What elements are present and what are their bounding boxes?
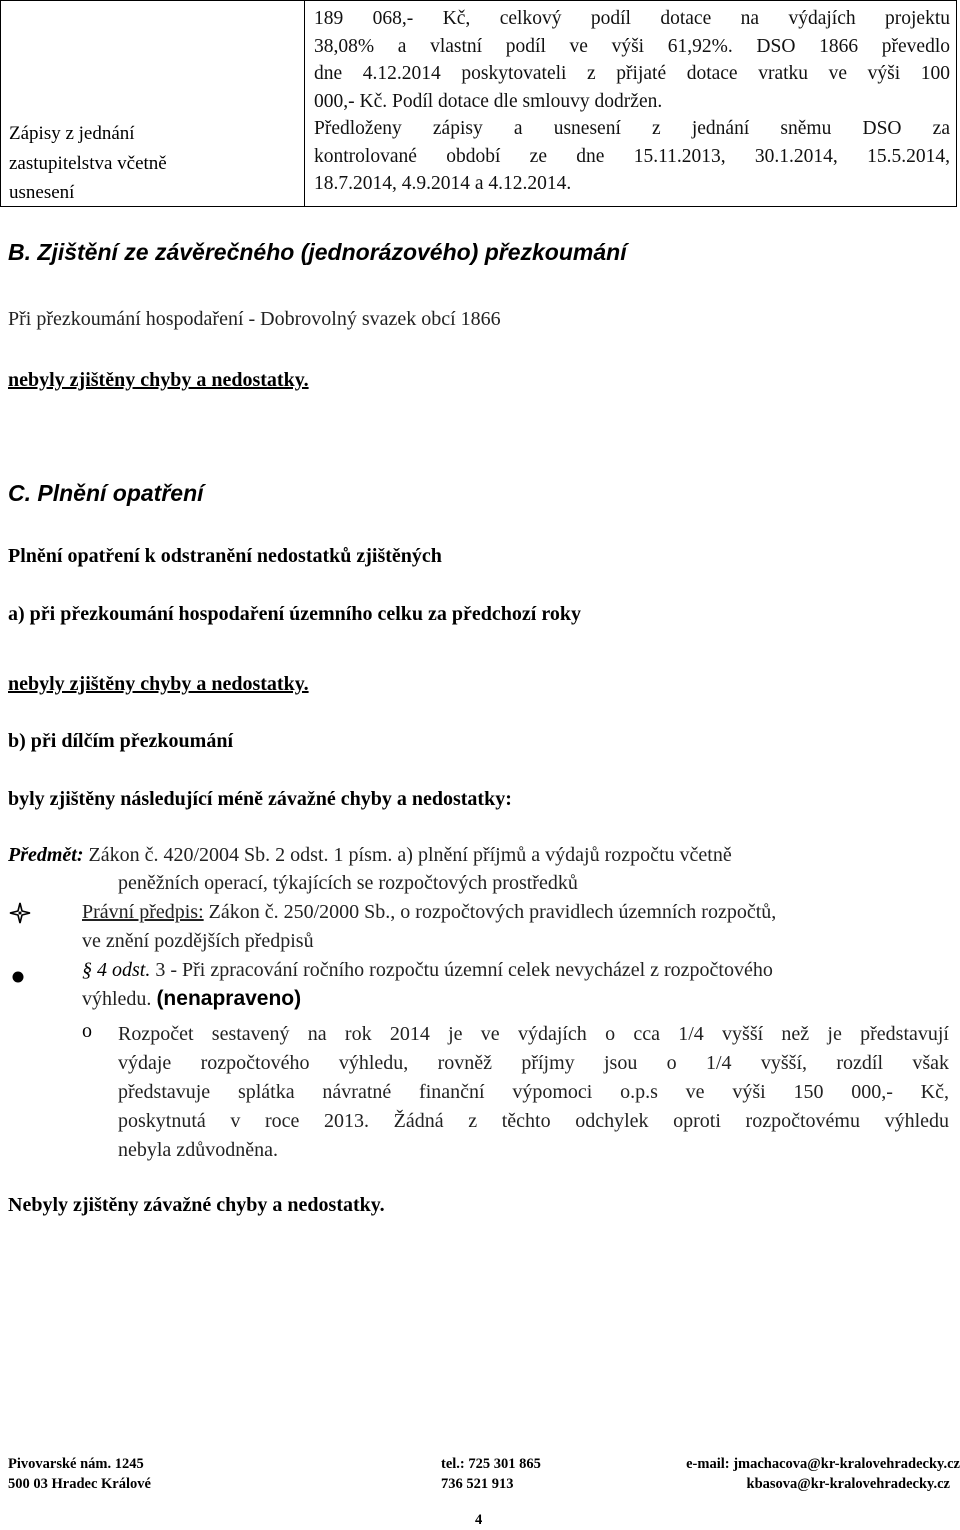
sub-paragraph-line: výdaje rozpočtového výhledu, rovněž příjmy jsou o 1/4 vyšší, rozdíl však xyxy=(118,1052,949,1074)
section-c-a-line: a) při přezkoumání hospodaření územního celku za předchozí roky xyxy=(8,603,581,625)
table-divider xyxy=(304,1,305,206)
footer-phone-1: tel.: 725 301 865 xyxy=(441,1456,541,1472)
predmet-continuation: peněžních operací, týkajících se rozpočtových prostředků xyxy=(118,872,578,894)
right-cell-line: dne 4.12.2014 poskytovateli z přijaté dotace vratku ve výši 100 xyxy=(314,63,950,84)
odst-label: 4 odst. xyxy=(92,959,151,981)
sub-paragraph-line: Rozpočet sestavený na rok 2014 je ve výdajích o cca 1/4 vyšší než je představují xyxy=(118,1023,949,1045)
footer-email-2: kbasova@kr-kralovehradecky.cz xyxy=(746,1476,950,1492)
nenapraveno-label: (nenapraveno) xyxy=(156,987,302,1010)
section-c-heading: C. Plnění opatření xyxy=(8,480,204,506)
right-cell-line: kontrolované období ze dne 15.11.2013, 30.1.2014, 15.5.2014, xyxy=(314,145,950,167)
sub-paragraph xyxy=(118,1020,949,1165)
final-statement: Nebyly zjištěny závažné chyby a nedostatky. xyxy=(8,1194,385,1216)
sub-paragraph-line: představuje splátka návratné finanční výpomoci o.p.s ve výši 150 000,- Kč, xyxy=(118,1081,949,1103)
left-cell-line: zastupitelstva včetně xyxy=(9,152,167,174)
footer-address-line1: Pivovarské nám. 1245 xyxy=(8,1456,144,1472)
table-left-cell xyxy=(9,119,299,208)
predmet-text: Zákon č. 420/2004 Sb. 2 odst. 1 písm. a) plnění příjmů a výdajů rozpočtu včetně xyxy=(83,844,732,866)
table-right-cell xyxy=(314,5,950,198)
right-cell-line: Předloženy zápisy a usnesení z jednání sněmu DSO za xyxy=(314,118,950,139)
section-c-intro: Plnění opatření k odstranění nedostatků zjištěných xyxy=(8,545,442,567)
predmet-line xyxy=(8,844,732,867)
sub-paragraph-line: poskytnutá v roce 2013. Žádná z těchto odchylek oproti rozpočtovému výhledu xyxy=(118,1110,949,1132)
odst-text: 3 - Při zpracování ročního rozpočtu územní celek nevycházel z rozpočtového xyxy=(150,959,773,981)
summary-table xyxy=(0,0,957,207)
page-number: 4 xyxy=(475,1512,483,1528)
section-b-text: Při přezkoumání hospodaření - Dobrovolný svazek obcí 1866 xyxy=(8,308,501,330)
left-cell-line: Zápisy z jednání xyxy=(9,123,135,144)
footer-address-line2: 500 03 Hradec Králové xyxy=(8,1476,151,1492)
sub-bullet-marker: o xyxy=(82,1020,92,1042)
section-symbol: § xyxy=(82,959,92,981)
round-bullet-icon xyxy=(10,968,26,991)
pravni-continuation: ve znění pozdějších předpisů xyxy=(82,930,314,952)
predmet-label: Předmět: xyxy=(8,844,84,866)
left-cell-line: usnesení xyxy=(9,182,75,203)
right-cell-line: 189 068,- Kč, celkový podíl dotace na výdajích projektu xyxy=(314,8,950,29)
pravni-text: Zákon č. 250/2000 Sb., o rozpočtových pravidlech územních rozpočtů, xyxy=(203,901,777,923)
footer-phone-2: 736 521 913 xyxy=(441,1476,514,1492)
odst-line xyxy=(82,959,773,982)
section-c-a-result: nebyly zjištěny chyby a nedostatky. xyxy=(8,673,309,695)
pravni-label: Právní předpis: xyxy=(82,901,204,923)
footer-email-1: e-mail: jmachacova@kr-kralovehradecky.cz xyxy=(686,1456,960,1472)
section-b-heading: B. Zjištění ze závěrečného (jednorázového) přezkoumání xyxy=(8,239,627,265)
right-cell-line: 000,- Kč. Podíl dotace dle smlouvy dodržen. xyxy=(314,90,663,112)
pravni-line xyxy=(82,901,776,924)
odst-continuation-line xyxy=(82,987,301,1011)
diamond-bullet-icon xyxy=(8,901,32,931)
sub-paragraph-line: nebyla zdůvodněna. xyxy=(118,1139,278,1161)
right-cell-line: 18.7.2014, 4.9.2014 a 4.12.2014. xyxy=(314,173,572,194)
section-c-b-result: byly zjištěny následující méně závažné chyby a nedostatky: xyxy=(8,788,512,810)
odst-continuation: výhledu. xyxy=(82,988,157,1010)
section-c-b-line: b) při dílčím přezkoumání xyxy=(8,730,234,752)
right-cell-line: 38,08% a vlastní podíl ve výši 61,92%. DSO 1866 převedlo xyxy=(314,35,950,57)
section-b-result: nebyly zjištěny chyby a nedostatky. xyxy=(8,369,309,391)
